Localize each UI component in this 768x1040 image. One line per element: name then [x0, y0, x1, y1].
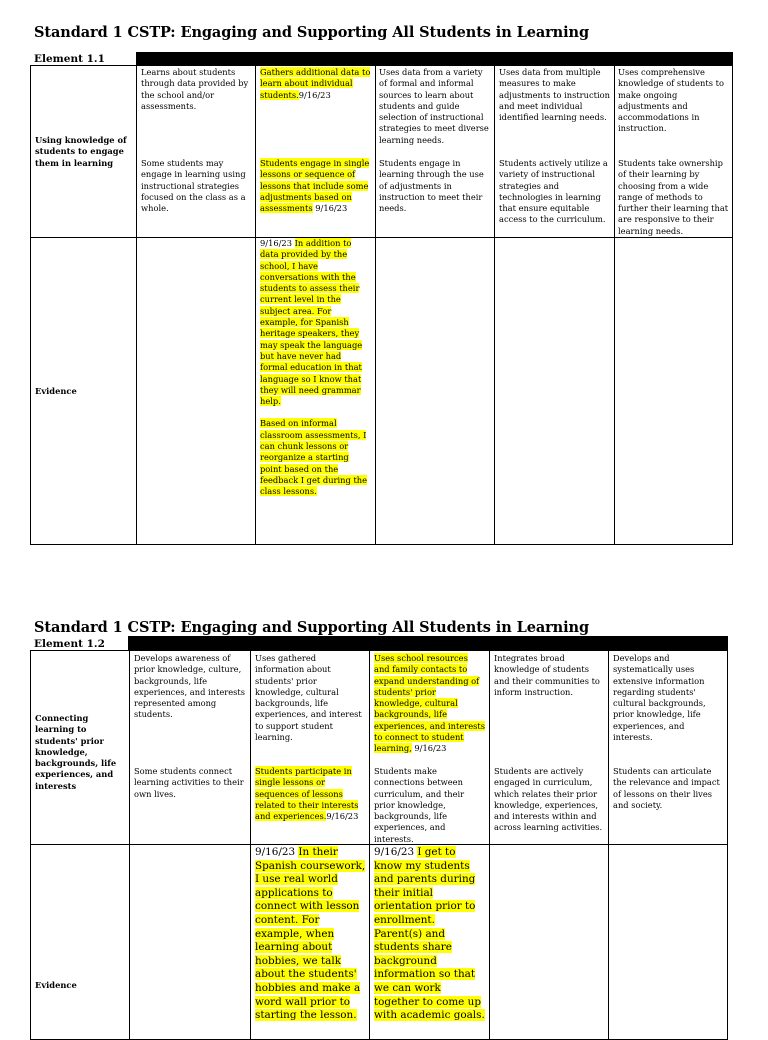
table2-top-cell-4: Integrates broad knowledge of students and their communities to inform instruction.: [494, 653, 600, 697]
table2-evidence-label: Evidence: [35, 980, 77, 990]
table1-top-cell-3: Uses data from a variety of formal and informal sources to learn about students and guide selection of instructional strategies to meet diverse learning needs.: [379, 67, 489, 145]
table2-row-label: Connecting learning to students' prior knowledge, backgrounds, life experiences, and interests: [35, 713, 117, 791]
table2-mid-cell-1: Some students connect learning activities to their own lives.: [134, 766, 244, 799]
table1-element-label: Element 1.1: [34, 53, 105, 65]
table1-mid-cell-5: Students take ownership of their learning by choosing from a wide range of methods to further their learning that are responsive to their learning needs.: [618, 158, 729, 236]
table2-header-bar: [128, 636, 728, 651]
table2-evidence-text-2: 9/16/23 I get to know my students and parents during their initial orientation prior to enrollment. Parent(s) and students share background information so that we can work together to come up with academic goals.: [374, 846, 485, 1022]
table2-top-cell-2: Uses gathered information about students' prior knowledge, cultural backgrounds, life experiences, and interest to support student learning.: [255, 653, 362, 743]
table1-top-cell-1: Learns about students through data provided by the school and/or assessments.: [141, 67, 249, 111]
table1-top-cell-2: Gathers additional data to learn about individual students.9/16/23: [260, 67, 371, 100]
table1-row-label: Using knowledge of students to engage them in learning: [35, 135, 127, 168]
table2-mid-cell-4: Students are actively engaged in curriculum, which relates their prior knowledge, experiences, and interests within and across learning activities.: [494, 766, 603, 833]
table1-mid-cell-4: Students actively utilize a variety of instructional strategies and technologies in learning that ensure equitable access to the curriculum.: [499, 158, 608, 225]
table1-top-cell-5: Uses comprehensive knowledge of students to make ongoing adjustments and accommodations in instruction.: [618, 67, 724, 134]
table1-mid-cell-1: Some students may engage in learning using instructional strategies focused on the class as a whole.: [141, 158, 246, 214]
table1-evidence-label: Evidence: [35, 386, 77, 396]
table1-mid-cell-3: Students engage in learning through the use of adjustments in instruction to meet their needs.: [379, 158, 484, 214]
table2-mid-cell-2: Students participate in single lessons or sequences of lessons related to their interests and experiences.9/16/23: [255, 766, 359, 822]
table2-top-cell-3: Uses school resources and family contacts to expand understanding of students' prior knowledge, cultural backgrounds, life experiences, and interests to connect to student learning, 9/16/23: [374, 653, 485, 754]
table2-evidence-text-1: 9/16/23 In their Spanish coursework, I use real world applications to connect with lesson content. For example, when learning about hobbies, we talk about the students' hobbies and make a word wall prior to starting the lesson.: [255, 846, 366, 1022]
table2-mid-cell-5: Students can articulate the relevance and impact of lessons on their lives and society.: [613, 766, 720, 810]
table1-evidence-text: 9/16/23 In addition to data provided by the school, I have conversations with the students to assess their current level in the subject area. For example, for Spanish heritage speakers, they may speak the language but have never had formal education in that language so I know that they will need grammar help. Based on informal classroom assessments, I can chunk lessons or reorganize a starting point based on the feedback I get during the class lessons.: [260, 238, 368, 497]
table1-top-cell-4: Uses data from multiple measures to make adjustments to instruction and meet individual identified learning needs.: [499, 67, 610, 123]
table1-header-bar: [136, 52, 733, 66]
table2-mid-cell-3: Students make connections between curriculum, and their prior knowledge, backgrounds, life experiences, and interests.: [374, 766, 465, 844]
table1-mid-cell-2: Students engage in single lessons or sequence of lessons that include some adjustments based on assessments 9/16/23: [260, 158, 370, 214]
table2-title: Standard 1 CSTP: Engaging and Supporting All Students in Learning: [34, 619, 589, 636]
table2-top-cell-5: Develops and systematically uses extensive information regarding students' cultural backgrounds, prior knowledge, life experiences, and interests.: [613, 653, 706, 743]
table2-element-label: Element 1.2: [34, 638, 105, 650]
table2-top-cell-1: Develops awareness of prior knowledge, culture, backgrounds, life experiences, and interests represented among students.: [134, 653, 245, 720]
table1-title: Standard 1 CSTP: Engaging and Supporting All Students in Learning: [34, 24, 589, 41]
